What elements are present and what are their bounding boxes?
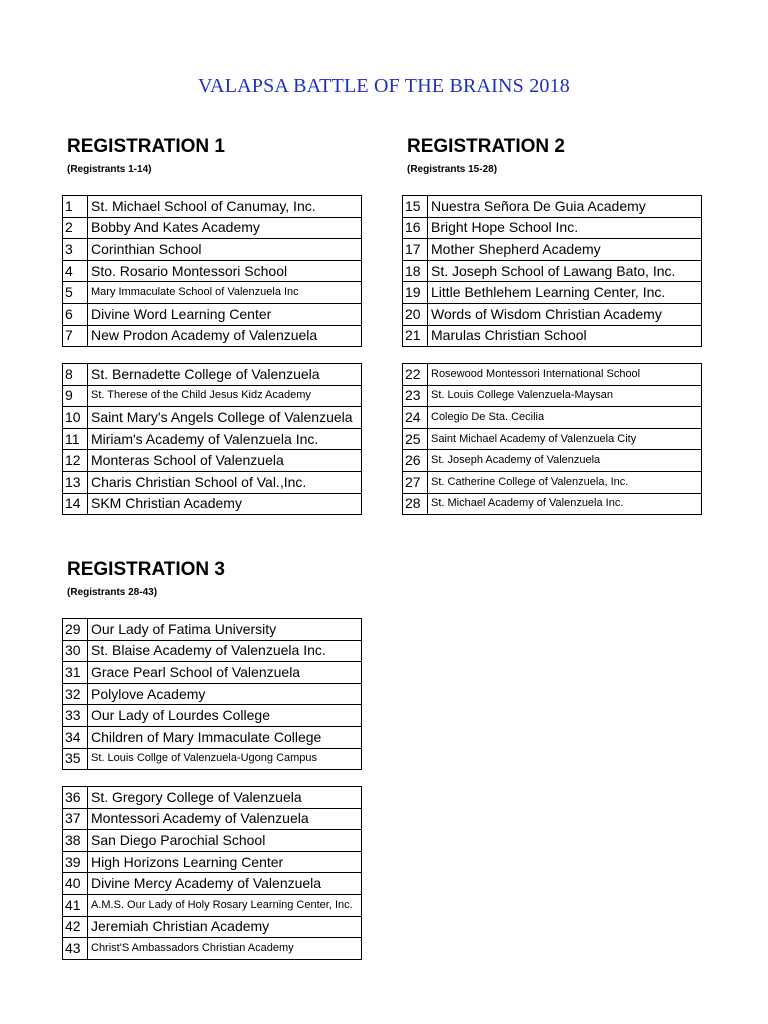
school-name: Bobby And Kates Academy [88,217,362,239]
school-name: Miriam's Academy of Valenzuela Inc. [88,428,362,450]
table-row [403,450,702,472]
registrant-number: 34 [63,726,88,748]
registrant-number: 39 [63,851,88,873]
registrant-number: 27 [403,471,428,493]
school-name: Corinthian School [88,239,362,261]
school-name: Children of Mary Immaculate College [88,726,362,748]
table-row [63,196,362,218]
table-row [63,471,362,493]
registrant-number: 28 [403,493,428,515]
school-name: Divine Mercy Academy of Valenzuela [88,873,362,895]
table-row [403,239,702,261]
school-name: Saint Mary's Angels College of Valenzuela [88,407,362,429]
registrant-number: 33 [63,705,88,727]
registrant-number: 24 [403,407,428,429]
table-row [63,787,362,809]
registration-heading: REGISTRATION 1 [67,136,225,157]
registrant-number: 7 [63,325,88,347]
school-name: Mother Shepherd Academy [428,239,702,261]
table-row [403,385,702,407]
registrant-number: 29 [63,619,88,641]
school-name: Polylove Academy [88,683,362,705]
school-name: Our Lady of Lourdes College [88,705,362,727]
registrant-number: 41 [63,894,88,916]
registrant-number: 4 [63,260,88,282]
page-title: VALAPSA BATTLE OF THE BRAINS 2018 [197,75,571,97]
registrant-number: 38 [63,830,88,852]
registrant-number: 40 [63,873,88,895]
registrant-number: 36 [63,787,88,809]
school-name: St. Michael Academy of Valenzuela Inc. [428,493,702,515]
registrant-number: 12 [63,450,88,472]
table-row [403,428,702,450]
table-row [403,493,702,515]
registration-3-header [67,559,367,599]
registrant-number: 11 [63,428,88,450]
school-name: St. Catherine College of Valenzuela, Inc. [428,471,702,493]
school-name: Nuestra Señora De Guia Academy [428,196,702,218]
registrant-number: 9 [63,385,88,407]
registration-1-header [67,136,367,176]
registrant-number: 3 [63,239,88,261]
table-row [63,938,362,960]
table-row [63,385,362,407]
registrant-number: 6 [63,303,88,325]
school-name: St. Michael School of Canumay, Inc. [88,196,362,218]
school-name: St. Gregory College of Valenzuela [88,787,362,809]
registrant-number: 17 [403,239,428,261]
table-row [63,916,362,938]
school-name: San Diego Parochial School [88,830,362,852]
table-row [63,851,362,873]
registrant-number: 15 [403,196,428,218]
table-row [403,282,702,304]
school-name: Divine Word Learning Center [88,303,362,325]
registrant-number: 1 [63,196,88,218]
school-name: St. Joseph School of Lawang Bato, Inc. [428,260,702,282]
table-row [63,217,362,239]
school-name: Sto. Rosario Montessori School [88,260,362,282]
registrant-number: 16 [403,217,428,239]
school-name: Marulas Christian School [428,325,702,347]
registrant-number: 5 [63,282,88,304]
registrant-number: 43 [63,938,88,960]
table-row [63,748,362,770]
registrant-number: 20 [403,303,428,325]
registration-1-table-a [62,195,362,347]
table-row [63,726,362,748]
table-row [63,407,362,429]
registrant-number: 18 [403,260,428,282]
table-row [63,808,362,830]
registration-2-table-b [402,363,702,515]
registrant-number: 14 [63,493,88,515]
registrant-number: 23 [403,385,428,407]
school-name: St. Blaise Academy of Valenzuela Inc. [88,640,362,662]
school-name: St. Therese of the Child Jesus Kidz Academy [88,385,362,407]
registrant-number: 8 [63,364,88,386]
table-row [403,196,702,218]
school-name: Christ'S Ambassadors Christian Academy [88,938,362,960]
registration-subheading: (Registrants 15-28) [407,164,498,175]
registration-2-table-a [402,195,702,347]
school-name: St. Joseph Academy of Valenzuela [428,450,702,472]
table-row [63,683,362,705]
registration-heading: REGISTRATION 3 [67,559,225,580]
registration-3-table-a [62,618,362,770]
school-name: Rosewood Montessori International School [428,364,702,386]
school-name: Little Bethlehem Learning Center, Inc. [428,282,702,304]
registration-1-table-b [62,363,362,515]
registrant-number: 31 [63,662,88,684]
school-name: A.M.S. Our Lady of Holy Rosary Learning Center, Inc. [88,894,362,916]
table-row [63,894,362,916]
school-name: Colegio De Sta. Cecilia [428,407,702,429]
table-row [63,282,362,304]
table-row [403,407,702,429]
table-row [63,239,362,261]
table-row [63,493,362,515]
school-name: Grace Pearl School of Valenzuela [88,662,362,684]
table-row [63,260,362,282]
school-name: High Horizons Learning Center [88,851,362,873]
registration-3-table-b [62,786,362,960]
table-row [63,325,362,347]
registrant-number: 22 [403,364,428,386]
table-row [403,217,702,239]
registrant-number: 32 [63,683,88,705]
registrant-number: 13 [63,471,88,493]
registration-heading: REGISTRATION 2 [407,136,565,157]
registrant-number: 35 [63,748,88,770]
table-row [63,428,362,450]
table-row [403,364,702,386]
school-name: St. Bernadette College of Valenzuela [88,364,362,386]
registrant-number: 10 [63,407,88,429]
registrant-number: 2 [63,217,88,239]
table-row [63,450,362,472]
school-name: Words of Wisdom Christian Academy [428,303,702,325]
table-row [63,705,362,727]
school-name: Jeremiah Christian Academy [88,916,362,938]
table-row [63,303,362,325]
school-name: SKM Christian Academy [88,493,362,515]
registrant-number: 25 [403,428,428,450]
school-name: Mary Immaculate School of Valenzuela Inc [88,282,362,304]
table-row [63,364,362,386]
school-name: Charis Christian School of Val.,Inc. [88,471,362,493]
registration-subheading: (Registrants 28-43) [67,587,158,598]
table-row [63,830,362,852]
registrant-number: 19 [403,282,428,304]
registration-2-header [407,136,707,176]
school-name: Monteras School of Valenzuela [88,450,362,472]
table-row [63,619,362,641]
table-row [403,471,702,493]
registration-subheading: (Registrants 1-14) [67,164,152,175]
table-row [63,873,362,895]
table-row [403,325,702,347]
school-name: Bright Hope School Inc. [428,217,702,239]
school-name: St. Louis Collge of Valenzuela-Ugong Campus [88,748,362,770]
school-name: New Prodon Academy of Valenzuela [88,325,362,347]
table-row [63,640,362,662]
table-row [403,303,702,325]
school-name: Saint Michael Academy of Valenzuela City [428,428,702,450]
registrant-number: 42 [63,916,88,938]
table-row [403,260,702,282]
school-name: St. Louis College Valenzuela-Maysan [428,385,702,407]
school-name: Montessori Academy of Valenzuela [88,808,362,830]
table-row [63,662,362,684]
registrant-number: 21 [403,325,428,347]
school-name: Our Lady of Fatima University [88,619,362,641]
registrant-number: 30 [63,640,88,662]
registrant-number: 37 [63,808,88,830]
registrant-number: 26 [403,450,428,472]
